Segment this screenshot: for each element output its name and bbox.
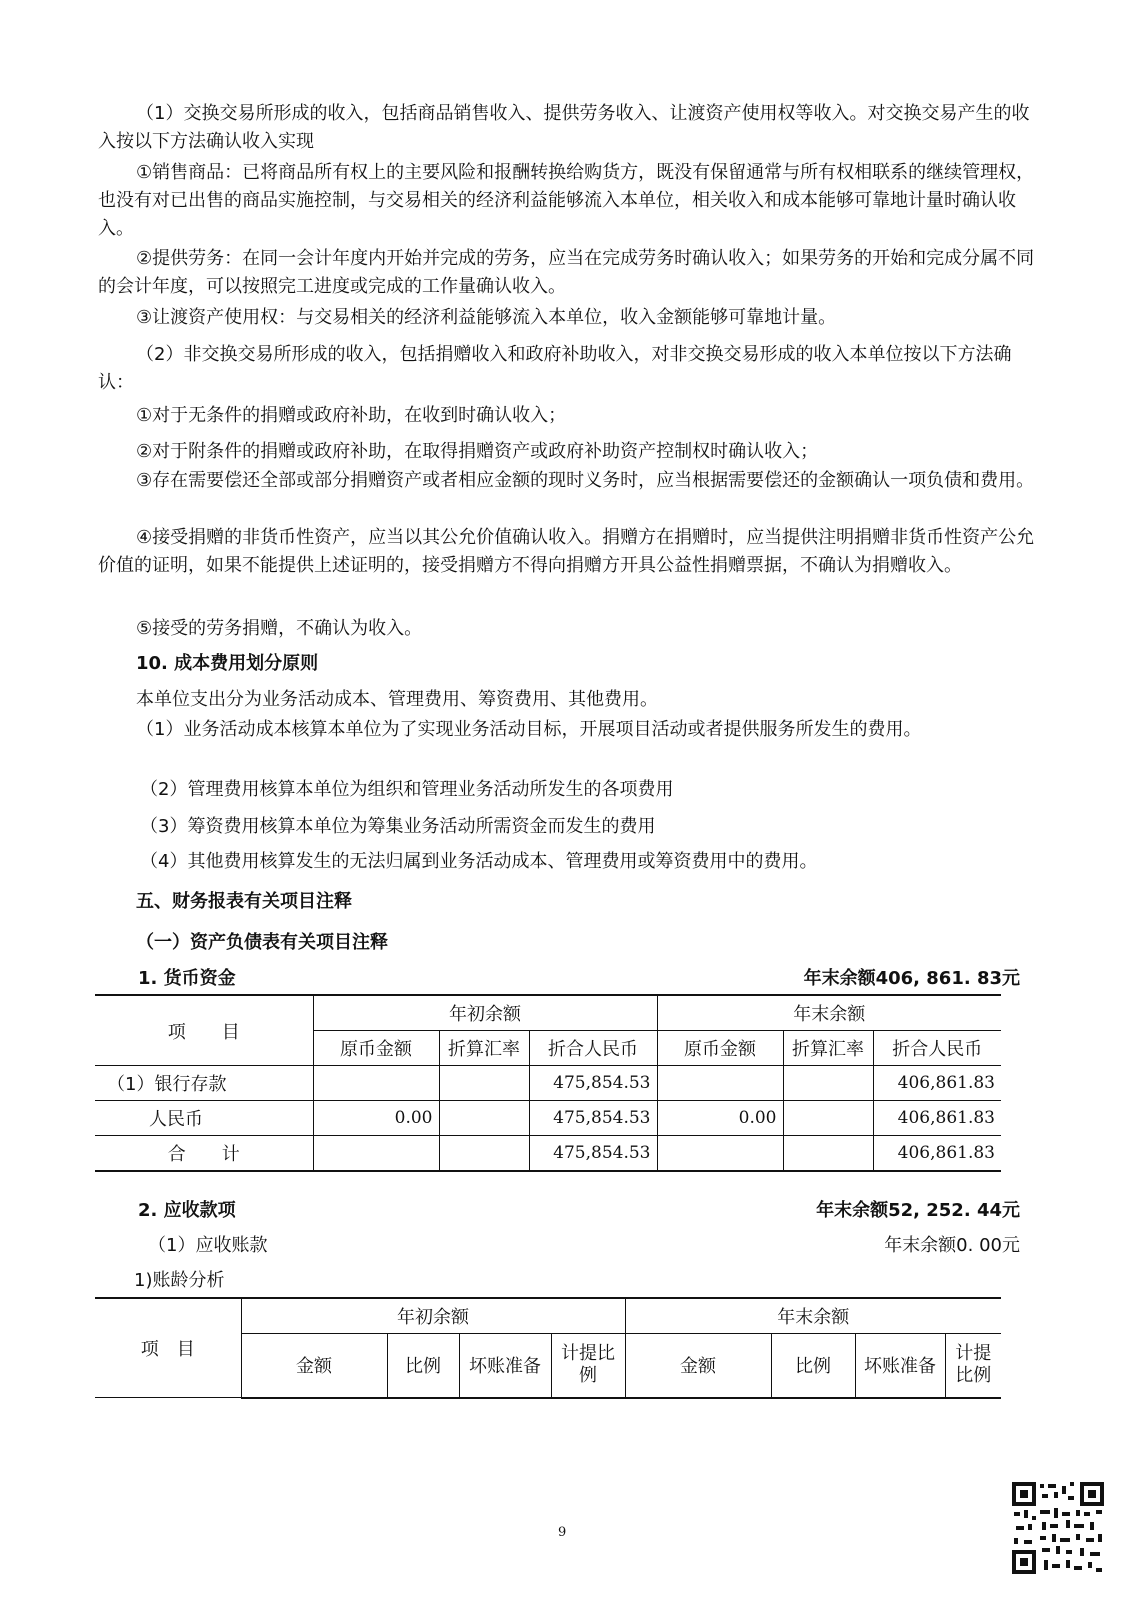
para-admin-cost: （2）管理费用核算本单位为组织和管理业务活动所发生的各项费用 — [140, 779, 674, 800]
table-row — [95, 1101, 1001, 1136]
aging-sub-bad-begin: 坏账准备 — [459, 1334, 551, 1398]
cash-sub-orig-begin: 原币金额 — [313, 1031, 439, 1066]
para-finance-cost: （3）筹资费用核算本单位为筹集业务活动所需资金而发生的费用 — [140, 816, 656, 837]
cash-cell: 475,854.53 — [529, 1101, 657, 1136]
aging-col-begin: 年初余额 — [241, 1298, 625, 1334]
cash-col-begin: 年初余额 — [313, 995, 657, 1031]
para-business-cost: （1）业务活动成本核算本单位为了实现业务活动目标，开展项目活动或者提供服务所发生的费用。 — [136, 719, 922, 740]
page-number: 9 — [558, 1525, 567, 1540]
receivable-sub-balance: 年末余额0. 00元 — [884, 1235, 1020, 1256]
receivable-sub-title: （1）应收账款 — [148, 1235, 268, 1256]
aging-sub-rate-end: 计提比例 — [945, 1334, 1001, 1398]
cash-cell: 406,861.83 — [873, 1066, 1001, 1101]
cash-cell — [313, 1136, 439, 1172]
aging-sub-ratio-end: 比例 — [771, 1334, 855, 1398]
cash-cell: 406,861.83 — [873, 1101, 1001, 1136]
aging-col-item: 项 目 — [95, 1298, 241, 1398]
aging-table — [95, 1297, 1001, 1399]
para-obligation: ③存在需要偿还全部或部分捐赠资产或者相应金额的现时义务时，应当根据需要偿还的金额确认一项负债和费用。 — [136, 470, 1035, 491]
cash-cell — [313, 1066, 439, 1101]
para-asset-use: ③让渡资产使用权：与交易相关的经济利益能够流入本单位，收入金额能够可靠地计量。 — [136, 307, 837, 328]
heading-notes: 五、财务报表有关项目注释 — [136, 891, 352, 912]
qr-code-icon — [1010, 1480, 1106, 1576]
para-service: ②提供劳务：在同一会计年度内开始并完成的劳务，应当在完成劳务时确认收入；如果劳务的开始和完成分属不同的会计年度，可以按照完工进度或完成的工作量确认收入。 — [98, 248, 1035, 297]
cash-col-item: 项 目 — [95, 995, 313, 1066]
para-expense-types: 本单位支出分为业务活动成本、管理费用、筹资费用、其他费用。 — [136, 689, 658, 710]
cash-cell — [439, 1136, 529, 1172]
cash-cell — [657, 1136, 783, 1172]
heading-cost-principle: 10. 成本费用划分原则 — [136, 653, 319, 674]
heading-balance-sheet: （一）资产负债表有关项目注释 — [136, 932, 388, 953]
cash-cell — [783, 1101, 873, 1136]
table-row — [95, 1136, 1001, 1172]
receivable-balance: 年末余额52, 252. 44元 — [816, 1200, 1020, 1221]
cash-sub-rate-end: 折算汇率 — [783, 1031, 873, 1066]
cash-balance: 年末余额406, 861. 83元 — [803, 968, 1020, 989]
para-unconditional: ①对于无条件的捐赠或政府补助，在收到时确认收入； — [136, 405, 567, 426]
cash-cell: 475,854.53 — [529, 1136, 657, 1172]
para-exchange-income: （1）交换交易所形成的收入，包括商品销售收入、提供劳务收入、让渡资产使用权等收入。对交换交易产生的收入按以下方法确认收入实现 — [98, 103, 1030, 152]
cash-cell — [439, 1101, 529, 1136]
cash-cell — [783, 1136, 873, 1172]
para-nonexchange: （2）非交换交易所形成的收入，包括捐赠收入和政府补助收入，对非交换交易形成的收入本单位按以下方法确认： — [98, 344, 1012, 393]
aging-sub-bad-end: 坏账准备 — [855, 1334, 945, 1398]
receivable-sub-heading — [148, 1233, 1020, 1259]
cash-cell — [439, 1066, 529, 1101]
cash-cell: 475,854.53 — [529, 1066, 657, 1101]
aging-col-end: 年末余额 — [625, 1298, 1001, 1334]
para-sales: ①销售商品：已将商品所有权上的主要风险和报酬转换给购货方，既没有保留通常与所有权相联系的继续管理权，也没有对已出售的商品实施控制，与交易相关的经济利益能够流入本单位，相关收入和成本能够可靠地计量时确认收入。 — [98, 162, 1035, 239]
receivable-heading — [138, 1198, 1020, 1224]
cash-sub-rmb-begin: 折合人民币 — [529, 1031, 657, 1066]
para-conditional: ②对于附条件的捐赠或政府补助，在取得捐赠资产或政府补助资产控制权时确认收入； — [136, 441, 819, 462]
cash-cell: 0.00 — [657, 1101, 783, 1136]
aging-sub-amount-begin: 金额 — [241, 1334, 387, 1398]
cash-row-name: 合 计 — [95, 1136, 313, 1172]
para-noncash: ④接受捐赠的非货币性资产，应当以其公允价值确认收入。捐赠方在捐赠时，应当提供注明捐赠非货币性资产公允价值的证明，如果不能提供上述证明的，接受捐赠方不得向捐赠方开具公益性捐赠票据，不确认为捐赠收入。 — [98, 527, 1035, 576]
cash-heading — [138, 966, 1020, 992]
cash-sub-rmb-end: 折合人民币 — [873, 1031, 1001, 1066]
cash-row-name: 人民币 — [95, 1101, 313, 1136]
aging-sub-ratio-begin: 比例 — [387, 1334, 459, 1398]
cash-col-end: 年末余额 — [657, 995, 1001, 1031]
aging-sub-amount-end: 金额 — [625, 1334, 771, 1398]
para-labor-donation: ⑤接受的劳务捐赠，不确认为收入。 — [136, 618, 423, 639]
para-other-cost: （4）其他费用核算发生的无法归属到业务活动成本、管理费用或筹资费用中的费用。 — [140, 851, 818, 872]
cash-sub-rate-begin: 折算汇率 — [439, 1031, 529, 1066]
cash-cell — [657, 1066, 783, 1101]
cash-cell: 0.00 — [313, 1101, 439, 1136]
aging-label: 1)账龄分析 — [134, 1270, 225, 1291]
receivable-title: 2. 应收款项 — [138, 1200, 236, 1221]
cash-row-name: （1）银行存款 — [95, 1066, 313, 1101]
cash-table — [95, 994, 1001, 1172]
aging-sub-rate-begin: 计提比例 — [551, 1334, 625, 1398]
cash-title: 1. 货币资金 — [138, 968, 236, 989]
cash-cell: 406,861.83 — [873, 1136, 1001, 1172]
table-row — [95, 1066, 1001, 1101]
cash-sub-orig-end: 原币金额 — [657, 1031, 783, 1066]
cash-cell — [783, 1066, 873, 1101]
